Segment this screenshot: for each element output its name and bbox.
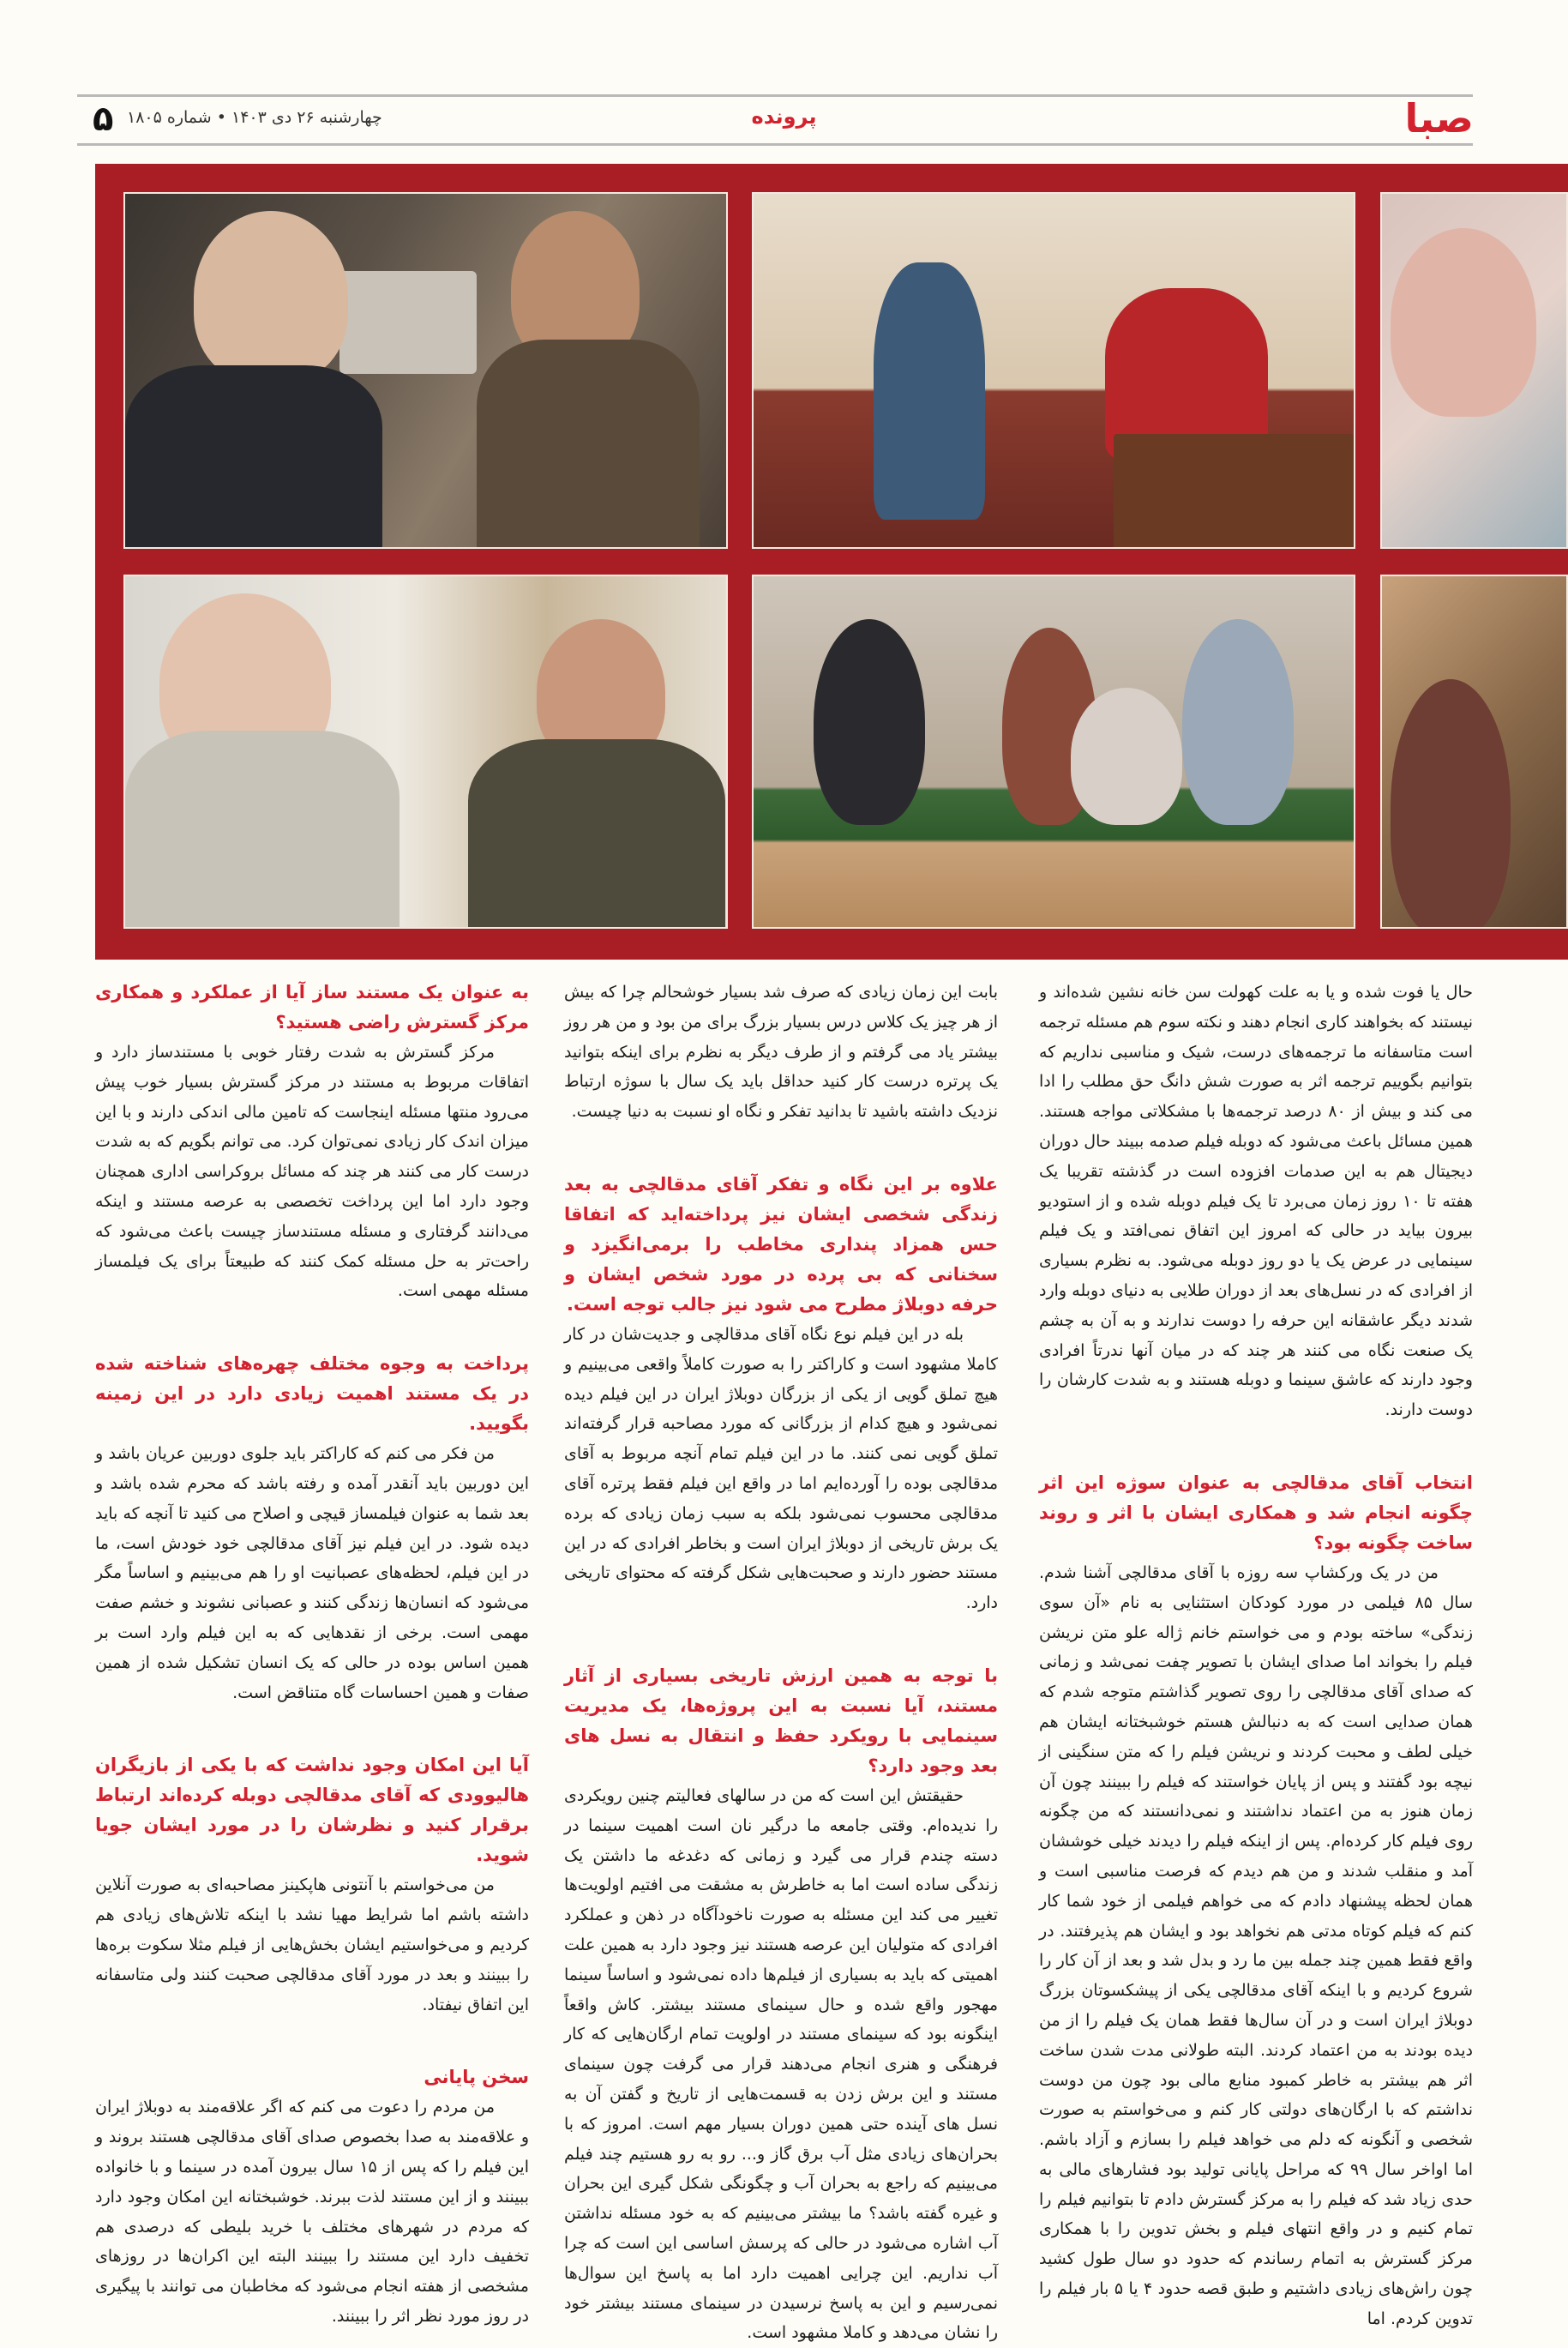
person-body bbox=[125, 731, 400, 929]
photo-closeup-cropped bbox=[1380, 192, 1568, 549]
interview-question: با توجه به همین ارزش تاریخی بسیاری از آثار مستند، آیا نسبت به این پروژه‌ها، یک مدیریت سینمایی با رویکرد حفظ و انتقال به نسل های بعد وجود دارد؟ bbox=[564, 1665, 998, 1776]
issue-dateline: چهارشنبه ۲۶ دی ۱۴۰۳ • شماره ۱۸۰۵ bbox=[127, 108, 382, 127]
person bbox=[1071, 688, 1182, 825]
person-body bbox=[468, 739, 725, 929]
paragraph: من در یک ورکشاپ سه روزه با آقای مدقالچی آشنا شدم. سال ۸۵ فیلمی در مورد کودکان استثنایی به نام «آن سوی زندگی» ساخته بودم و می خواستم خانم ژاله علو متن نریشن فیلم را بخواند اما صدای ایشان با تصویر چفت نمی‌شد و زمانی که صدای آقای مدقالچی را روی تصویر گذاشتم متوجه شدم که همان صدایی است که به دنبالش هستم خوشبختانه ایشان هم خیلی لطف و محبت کردند و نریشن فیلم را که متن سنگینی از نیچه بود گفتند و پس از پایان خواستند که فیلم را ببینند چون آن زمان هنوز به من اعتماد نداشتند و نمی‌دانستند که من چگونه روی فیلم کار کرده‌ام. پس از اینکه فیلم را دیدند خیلی خوششان آمد و منقلب شدند و من هم دیدم که فرصت مناسبی است و همان لحظه پیشنهاد دادم که می خواهم فیلمی از خود شما کار کنم که فیلم کوتاه مدتی هم نخواهد بود و ایشان هم پذیرفتند. در واقع فقط همین چند جمله بین ما رد و بدل شد و بعد از آن کار را شروع کردیم و با اینکه آقای مدقالچی یکی از پیشکسوتان بزرگ دوبلاژ ایران است و در آن سال‌ها فقط همان یک فیلم را از من دیده بودند به من اعتماد کردند. البته طولانی مدت شدن ساخت اثر هم بیشتر به خاطر کمبود منابع مالی بود چون من دوست نداشتم که با ارگان‌های دولتی کار کنم و می‌خواستم به صورت شخصی و آنگونه که دلم می خواهد فیلم را بسازم و آزاد باشم. اما اواخر سال ۹۹ که مراحل پایانی تولید بود فشارهای مالی به حدی زیاد شد که فیلم را به مرکز گسترش دادم تا بتوانیم فیلم را تمام کنیم و در واقع انتهای فیلم و بخش تدوین را با همکاری مرکز گسترش به اتمام رساندم که حدود دو سال طول کشید چون راش‌های زیادی داشتیم و طبق قصه حدود ۴ یا ۵ بار فیلم را تدوین کردم. اما bbox=[1039, 1562, 1474, 2328]
paragraph: حال یا فوت شده و یا به علت کهولت سن خانه نشین شده‌اند و نیستند که بخواهند کاری انجام دهند و نکته سوم هم مسئله ترجمه است متاسفانه ما ترجمه‌های درست، شیک و مناسبی نداریم که بتوانیم بگوییم ترجمه اثر به صورت شش دانگ حق مطلب را ادا می کند و بیش از ۸۰ درصد ترجمه‌ها با مشکلاتی مواجه هستند. همین مسائل باعث می‌شود که دوبله فیلم صدمه ببیند حال دوران دیجیتال هم به این صدمات افزوده است در گذشته تقریبا یک هفته تا ۱۰ روز زمان می‌برد تا یک فیلم دوبله شده و از استودیو بیرون بیاید در حالی که امروز این اتفاق نمی‌افتد و یک فیلم سینمایی در عرض یک یا دو روز دوبله می‌شود. به نظرم بسیاری از افرادی که در نسل‌های بعد از دوران طلایی به دنیای دوبله وارد شدند دیگر عاشقانه این حرفه را دوست ندارند و به آن به چشم یک صنعت نگاه می کنند هر چند که در میان آنها ندرتاً افرادی وجود دارند که عاشق سینما و دوبله هستند و به شدت کارشان را دوست دارند. bbox=[1039, 983, 1473, 1420]
closing-remarks-heading: سخن پایانی bbox=[424, 2067, 529, 2088]
interview-question: آیا این امکان وجود نداشت که با یکی از بازیگران هالیوودی که آقای مدقالچی دوبله کرده‌اند ارتباط برقرار کنید و نظرشان را در مورد ایشان جویا شوید. bbox=[95, 1755, 529, 1866]
paragraph: مرکز گسترش به شدت رفتار خوبی با مستندساز دارد و اتفاقات مربوط به مستند در مرکز گسترش بسیار خوب پیش می‌رود منتها مسئله اینجاست که تامین مالی اندکی دارند و با این میزان اندک کار زیادی نمی‌توان کرد. می توانم بگویم که به شدت درست کار می کنند هر چند که مسائل بروکراسی اداری همچنان وجود دارد اما این پرداخت تخصصی به عرصه مستند و اینکه می‌دانند گرفتاری و مسئله مستندساز چیست باعث می‌شود که راحت‌تر به حل مسئله کمک کنند که طبیعتاً برای یک فیلمساز مسئله مهمی است. bbox=[95, 1043, 529, 1301]
article-column-middle bbox=[564, 978, 998, 2348]
newspaper-logo: صبا bbox=[1404, 95, 1474, 141]
interview-question: به عنوان یک مستند ساز آیا از عملکرد و همکاری مرکز گسترش راضی هستید؟ bbox=[95, 982, 529, 1033]
photo-interview-studio-monitor bbox=[123, 192, 728, 549]
paragraph: حقیقتش این است که من در سالهای فعالیتم چنین رویکردی را ندیده‌ام. وقتی جامعه ما درگیر نان است اهمیت سینما در دسته چندم قرار می گیرد و زمانی که دغدغه ما داشتن یک زندگی ساده است اما به خاطرش به مشقت می افتیم اولویت‌ها تغییر می کند این مسئله به صورت ناخودآگاه در ذهن و عملکرد افرادی که متولیان این عرصه هستند نیز وجود دارد به همین علت اهمیتی که باید به بسیاری از فیلم‌ها داده نمی‌شود و اساساً سینما مهجور واقع شده و حال سینمای مستند بیشتر. کاش واقعاً اینگونه بود که سینمای مستند در اولویت تمام ارگان‌هایی که کار فرهنگی و هنری انجام می‌دهند قرار می گرفت چون سینمای مستند و این برش زدن به قسمت‌هایی از تاریخ و گفتن آن به نسل های آینده حتی همین دوران بسیار مهم است. امروز که با بحران‌های زیادی مثل آب برق گاز و... رو به رو هستیم چند فیلم می‌بینیم که راجع به بحران آب و چگونگی شکل گیری این بحران و غیره گفته باشد؟ ما بیشتر می‌بینیم که به خود مسئله نداشتن آب اشاره می‌شود در حالی که پرسش اساسی این است که چرا آب نداریم. این چرایی اهمیت دارد اما به پاسخ این سوال‌ها نمی‌رسیم و این به پاسخ نرسیدن در سینمای مستند بیشتر خود را نشان می‌دهد و کاملا مشهود است. bbox=[564, 1785, 998, 2343]
header-bottom-rule bbox=[77, 143, 1473, 146]
paragraph: من فکر می کنم که کاراکتر باید جلوی دوربین عریان باشد و این دوربین باید آنقدر آمده و رفته باشد که محرم شده باشد و بعد شما به عنوان فیلمساز قیچی و اصلاح می کنید تا آنچه که باید دیده شود. در این فیلم نیز آقای مدقالچی خود خودش است، ما در این فیلم، لحظه‌های عصبانیت او را هم می‌بینیم و اساساً مگر می‌شود که انسان‌ها زندگی کنند و عصبانی نشوند و خشم صفت مهمی است. برخی از نقدهایی که به این فیلم وارد است بر همین اساس بوده در حالی که یک انسان تشکیل شده از همین صفات و همین احساسات گاه متناقض است. bbox=[95, 1444, 529, 1702]
interview-question: پرداخت به وجوه مختلف چهره‌های شناخته شده در یک مستند اهمیت زیادی دارد در این زمینه بگویید. bbox=[95, 1353, 529, 1435]
person bbox=[814, 619, 925, 825]
photo-interview-office bbox=[752, 192, 1355, 549]
section-title: پرونده bbox=[751, 105, 817, 129]
person-body bbox=[477, 340, 700, 549]
article-column-right bbox=[1039, 978, 1473, 2334]
monitor-shape bbox=[339, 271, 477, 374]
interview-question: انتخاب آقای مدقالچی به عنوان سوژه این اثر چگونه انجام شد و همکاری ایشان با اثر و روند ساخت چگونه بود؟ bbox=[1039, 1472, 1473, 1553]
person bbox=[1182, 619, 1294, 825]
photo-group-recording-booth bbox=[752, 575, 1355, 929]
person bbox=[1391, 679, 1511, 929]
page-number: ۵ bbox=[93, 99, 114, 139]
person-body bbox=[125, 365, 382, 549]
paragraph: بابت این زمان زیادی که صرف شد بسیار خوشحالم چرا که بیش از هر چیز یک کلاس درس بسیار بزرگ برای من بود و من هر روز بیشتر یاد می گرفتم و از طرف دیگر به نظرم برای اینکه بتوانید یک پرتره درست کار کنید حداقل باید یک سال با سوژه ارتباط نزدیک داشته باشید تا بدانید تفکر و نگاه او نسبت به دنیا چیست. bbox=[564, 983, 998, 1122]
paragraph: بله در این فیلم نوع نگاه آقای مدقالچی و جدیت‌شان در کار کاملا مشهود است و کاراکتر را به صورت کاملاً واقعی می‌بینیم و هیچ تملق گویی از یکی از بزرگان دوبلاژ ایران در این فیلم دیده نمی‌شود و هیچ کدام از بزرگانی که مورد مصاحبه قرار گرفته‌اند تملق گویی نمی کنند. ما در این فیلم تمام آنچه مربوط به آقای مدقالچی بوده را آورده‌ایم اما در واقع این فیلم فقط پرتره آقای مدقالچی محسوب نمی‌شود بلکه به سبب زمان زیادی که برده یک برش تاریخی از دوبلاژ ایران است و بخاطر افرادی که در این مستند حضور دارند و صحبت‌هایی شکل گرفته که محتوای تاریخی دارد. bbox=[564, 1324, 998, 1613]
photo-two-elders-talking bbox=[123, 575, 728, 929]
paragraph: من مردم را دعوت می کنم که اگر علاقه‌مند به دوبلاژ ایران و علاقه‌مند به صدا بخصوص صدای آقای مدقالچی هستند بروند و این فیلم را که پس از ۱۵ سال بیرون آمده در سینما و با خانواده ببینند و از این مستند لذت ببرند. خوشبختانه این امکان وجود دارد که مردم در شهرهای مختلف با خرید بلیطی که درصدی هم تخفیف دارد این مستند را ببینند البته این اکران‌ها در روزهای مشخصی از هفته انجام می‌شود که مخاطبان می توانند با پیگیری در روز مورد نظر اثر را ببینند. bbox=[95, 2098, 529, 2326]
article-column-left bbox=[95, 978, 529, 2332]
person-standing bbox=[874, 262, 985, 520]
header-top-rule bbox=[77, 94, 1473, 97]
desk bbox=[1114, 434, 1354, 549]
photo-cropped-young-man bbox=[1380, 575, 1568, 929]
interview-question: علاوه بر این نگاه و تفکر آقای مدقالچی به بعد زندگی شخصی ایشان نیز پرداخته‌اید که اتفاقا حس همزاد پنداری مخاطب را برمی‌انگیزد و سخنانی که بی پرده در مورد شخص ایشان و حرفه دوبلاژ مطرح می شود نیز جالب توجه است. bbox=[564, 1173, 998, 1315]
paragraph: من می‌خواستم با آنتونی هاپکینز مصاحبه‌ای به صورت آنلاین داشته باشم اما شرایط مهیا نشد با اینکه تلاش‌های زیادی هم کردیم و می‌خواستیم ایشان بخش‌هایی از فیلم مثلا سکوت بره‌ها را ببینند و بعد در مورد آقای مدقالچی صحبت کنند ولی متاسفانه این اتفاق نیفتاد. bbox=[95, 1875, 529, 2014]
person-elder-silhouette bbox=[194, 211, 348, 382]
person-head bbox=[1391, 228, 1536, 417]
